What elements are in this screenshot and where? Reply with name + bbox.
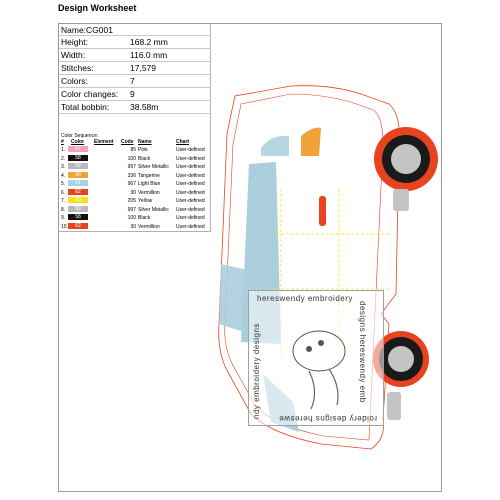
top-window-orange bbox=[301, 128, 321, 156]
color-row-code: 30 bbox=[130, 223, 136, 230]
watermark-left: ndy embroidery designs bbox=[252, 323, 261, 419]
color-row-num: 3. bbox=[61, 164, 66, 170]
color-row-num: 6. bbox=[61, 189, 66, 196]
col-header-chart: Chart bbox=[176, 139, 190, 145]
color-row-code: 100 bbox=[127, 155, 136, 162]
color-row-name: Pink bbox=[138, 147, 148, 153]
color-row bbox=[59, 172, 211, 180]
color-row-chart: User-defined bbox=[176, 155, 205, 162]
color-row-num: 8. bbox=[61, 206, 66, 213]
top-wheel bbox=[374, 127, 438, 191]
color-row-code: 205 bbox=[127, 198, 136, 204]
color-swatch: 63 bbox=[68, 197, 88, 203]
design-info-panel bbox=[59, 24, 211, 232]
color-row-chart: User-defined bbox=[176, 164, 205, 170]
color-row-chart: User-defined bbox=[176, 181, 205, 187]
color-row-name: Silver Metallic bbox=[138, 164, 169, 170]
top-window-blue bbox=[261, 136, 289, 156]
color-row-chart: User-defined bbox=[176, 206, 205, 213]
stitches-value: 17,579 bbox=[130, 63, 156, 73]
col-header-num: # bbox=[61, 139, 64, 145]
color-row bbox=[59, 189, 211, 197]
color-swatch: 62 bbox=[68, 223, 88, 229]
color-row-num: 10. bbox=[61, 223, 68, 230]
color-row-num: 4. bbox=[61, 172, 66, 179]
width-value: 116.0 mm bbox=[130, 50, 168, 60]
watermark-sheep-icon bbox=[249, 291, 385, 427]
color-row-name: Light Blue bbox=[138, 181, 161, 187]
color-row-code: 997 bbox=[127, 164, 136, 170]
col-header-element: Element bbox=[94, 139, 114, 145]
color-row-num: 5. bbox=[61, 181, 66, 187]
color-changes-value: 9 bbox=[130, 89, 135, 99]
color-row-code: 100 bbox=[127, 215, 136, 221]
door-handle bbox=[319, 196, 326, 226]
color-row-chart: User-defined bbox=[176, 215, 205, 221]
col-header-color: Color bbox=[71, 139, 85, 145]
total-bobbin-value: 38.58m bbox=[130, 102, 159, 112]
color-swatch: 58 bbox=[68, 214, 88, 220]
color-row-name: Silver Metallic bbox=[138, 206, 169, 213]
color-row bbox=[59, 146, 211, 154]
color-row-chart: User-defined bbox=[176, 147, 205, 153]
color-row-code: 997 bbox=[127, 206, 136, 213]
color-row-num: 7. bbox=[61, 198, 66, 204]
bumper-bottom bbox=[387, 392, 401, 420]
color-row-chart: User-defined bbox=[176, 223, 205, 230]
color-changes-label: Color changes: bbox=[61, 89, 119, 99]
color-swatch: 57 bbox=[68, 146, 88, 152]
col-header-code: Code bbox=[121, 139, 134, 145]
color-row bbox=[59, 180, 211, 188]
watermark-top: hereswendy embroidery bbox=[257, 294, 353, 303]
stitches-label: Stitches: bbox=[61, 63, 94, 73]
color-row bbox=[59, 163, 211, 171]
color-row-name: Black bbox=[138, 155, 151, 162]
color-row bbox=[59, 206, 211, 214]
color-row-num: 2. bbox=[61, 155, 66, 162]
color-row-name: Yellow bbox=[138, 198, 153, 204]
color-row-code: 336 bbox=[127, 172, 136, 179]
total-bobbin-label: Total bobbin: bbox=[61, 102, 110, 112]
bumper-top bbox=[393, 189, 409, 211]
color-row-code: 967 bbox=[127, 181, 136, 187]
height-label: Height: bbox=[61, 37, 88, 47]
color-row bbox=[59, 214, 211, 222]
color-swatch: 58 bbox=[68, 155, 88, 161]
color-row bbox=[59, 223, 211, 231]
color-row-name: Vermillion bbox=[138, 223, 160, 230]
watermark-box bbox=[248, 290, 384, 426]
colors-value: 7 bbox=[130, 76, 135, 86]
color-row-code: 30 bbox=[130, 189, 136, 196]
watermark-right: designs hereswendy emb bbox=[358, 301, 367, 403]
color-swatch: 62 bbox=[68, 189, 88, 195]
worksheet-title: Design Worksheet bbox=[58, 3, 137, 13]
color-row-num: 9. bbox=[61, 215, 66, 221]
color-row bbox=[59, 197, 211, 205]
colors-label: Colors: bbox=[61, 76, 88, 86]
color-swatch: 59 bbox=[68, 206, 88, 212]
color-row-name: Black bbox=[138, 215, 151, 221]
color-row-chart: User-defined bbox=[176, 198, 205, 204]
color-row-name: Tangerine bbox=[138, 172, 160, 179]
color-swatch: 60 bbox=[68, 172, 88, 178]
color-row-name: Vermillion bbox=[138, 189, 160, 196]
color-swatch: 59 bbox=[68, 163, 88, 169]
col-header-name: Name bbox=[138, 139, 152, 145]
color-row-chart: User-defined bbox=[176, 189, 205, 196]
color-row-chart: User-defined bbox=[176, 172, 205, 179]
watermark-bottom: roidery designs hereswe bbox=[278, 414, 377, 423]
color-row-code: 85 bbox=[130, 147, 136, 153]
color-sequence-title: Color Sequence: bbox=[61, 133, 99, 139]
width-label: Width: bbox=[61, 50, 86, 60]
color-swatch: 61 bbox=[68, 180, 88, 186]
color-row bbox=[59, 155, 211, 163]
height-value: 168.2 mm bbox=[130, 37, 168, 47]
design-name: Name:CG001 bbox=[61, 25, 113, 35]
color-row-num: 1. bbox=[61, 147, 66, 153]
